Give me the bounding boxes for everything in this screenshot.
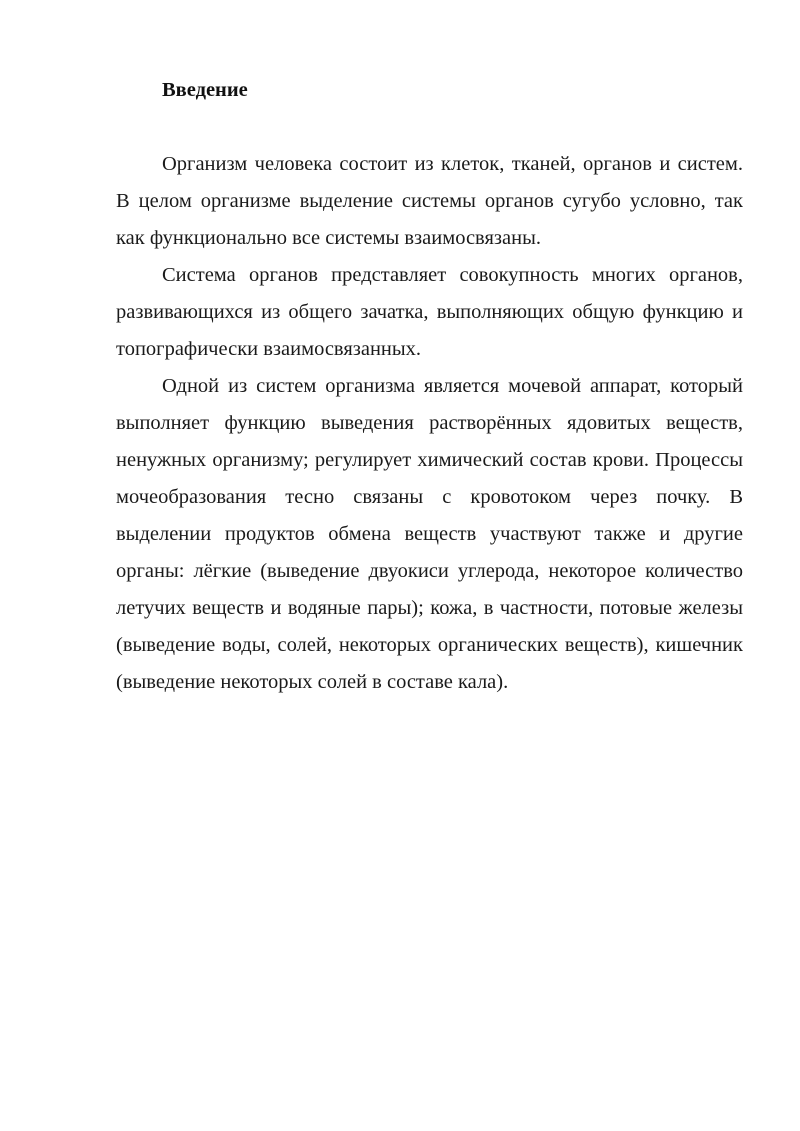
paragraph-1: Организм человека состоит из клеток, тканей, органов и систем. В целом организме выделение системы органов сугубо условно, так как функционально все системы взаимосвязаны. (116, 153, 743, 249)
document-body (116, 72, 743, 701)
paragraph-2: Система органов представляет совокупность многих органов, развивающихся из общего зачатка, выполняющих общую функцию и топографически взаимосвязанных. (116, 264, 743, 360)
heading-spacer (116, 109, 743, 146)
paragraph-3: Одной из систем организма является мочевой аппарат, который выполняет функцию выведения растворённых ядовитых веществ, ненужных организму; регулирует химический состав крови. Процессы мочеобразования тесно связаны с кровотоком через почку. В выделении продуктов обмена веществ участвуют также и другие органы: лёгкие (выведение двуокиси углерода, некоторое количество летучих веществ и водяные пары); кожа, в частности, потовые железы (выведение воды, солей, некоторых органических веществ), кишечник (выведение некоторых солей в составе кала). (116, 375, 743, 693)
section-heading: Введение (162, 79, 248, 101)
